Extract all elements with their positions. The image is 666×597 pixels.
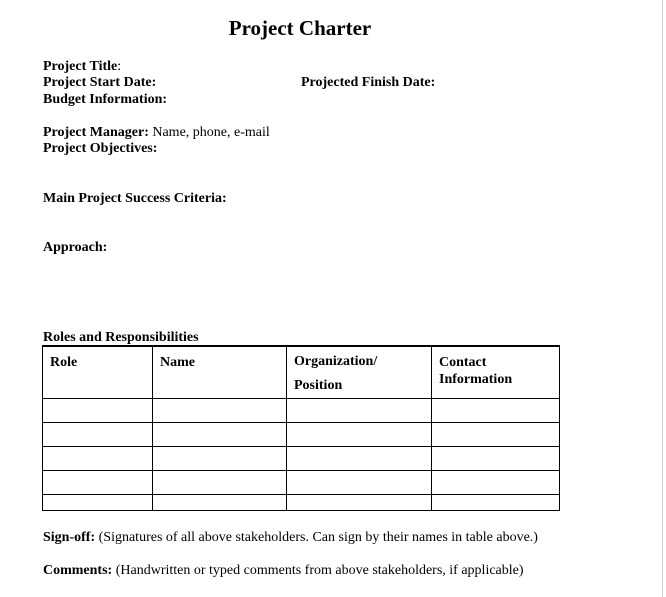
role-cell[interactable] xyxy=(43,471,153,495)
approach-field xyxy=(43,239,107,256)
name-cell[interactable] xyxy=(153,447,287,471)
page-title: Project Charter xyxy=(228,16,372,40)
name-column-header: Name xyxy=(153,346,287,399)
roles-heading: Roles and Responsibilities xyxy=(43,330,199,345)
contact-cell[interactable] xyxy=(432,399,560,423)
budget-field xyxy=(43,91,167,108)
organization-cell[interactable] xyxy=(287,399,432,423)
roles-header-row xyxy=(43,346,560,399)
contact-cell[interactable] xyxy=(432,495,560,511)
manager-value: Name, phone, e-mail xyxy=(148,125,270,140)
objectives-label: Project Objectives: xyxy=(43,141,158,156)
table-row xyxy=(43,471,560,495)
roles-table xyxy=(42,345,560,511)
project-title-colon: : xyxy=(117,59,122,74)
table-row xyxy=(43,399,560,423)
signoff-label: Sign-off: xyxy=(43,530,96,545)
table-row xyxy=(43,495,560,511)
name-cell[interactable] xyxy=(153,399,287,423)
signoff-text: (Signatures of all above stakeholders. Can sign by their names in table above.) xyxy=(95,530,538,545)
organization-cell[interactable] xyxy=(287,495,432,511)
comments-label: Comments: xyxy=(43,563,113,578)
role-cell[interactable] xyxy=(43,495,153,511)
table-row xyxy=(43,447,560,471)
project-title-field xyxy=(43,58,121,75)
comments-text: (Handwritten or typed comments from above stakeholders, if applicable) xyxy=(112,563,524,578)
role-column-header: Role xyxy=(43,346,153,399)
project-title-label: Project Title xyxy=(43,59,118,74)
organization-cell[interactable] xyxy=(287,447,432,471)
comments-line xyxy=(43,562,524,579)
start-date-label: Project Start Date: xyxy=(43,75,157,90)
name-cell[interactable] xyxy=(153,423,287,447)
table-row xyxy=(43,423,560,447)
organization-column-header: Organization/ Position xyxy=(287,346,432,399)
start-date-field xyxy=(43,74,156,91)
role-cell[interactable] xyxy=(43,423,153,447)
budget-label: Budget Information: xyxy=(43,92,168,107)
contact-cell[interactable] xyxy=(432,423,560,447)
contact-cell[interactable] xyxy=(432,471,560,495)
name-cell[interactable] xyxy=(153,495,287,511)
objectives-field xyxy=(43,140,157,157)
contact-cell[interactable] xyxy=(432,447,560,471)
success-criteria-label: Main Project Success Criteria: xyxy=(43,191,227,206)
role-cell[interactable] xyxy=(43,399,153,423)
success-criteria-field xyxy=(43,190,227,207)
page-edge xyxy=(662,0,663,597)
approach-label: Approach: xyxy=(43,240,108,255)
organization-cell[interactable] xyxy=(287,471,432,495)
role-cell[interactable] xyxy=(43,447,153,471)
name-cell[interactable] xyxy=(153,471,287,495)
manager-field xyxy=(43,124,270,141)
contact-column-header: Contact Information xyxy=(432,346,560,399)
finish-date-label: Projected Finish Date: xyxy=(301,75,436,90)
manager-label: Project Manager: xyxy=(43,125,149,140)
signoff-line xyxy=(43,529,538,546)
organization-cell[interactable] xyxy=(287,423,432,447)
